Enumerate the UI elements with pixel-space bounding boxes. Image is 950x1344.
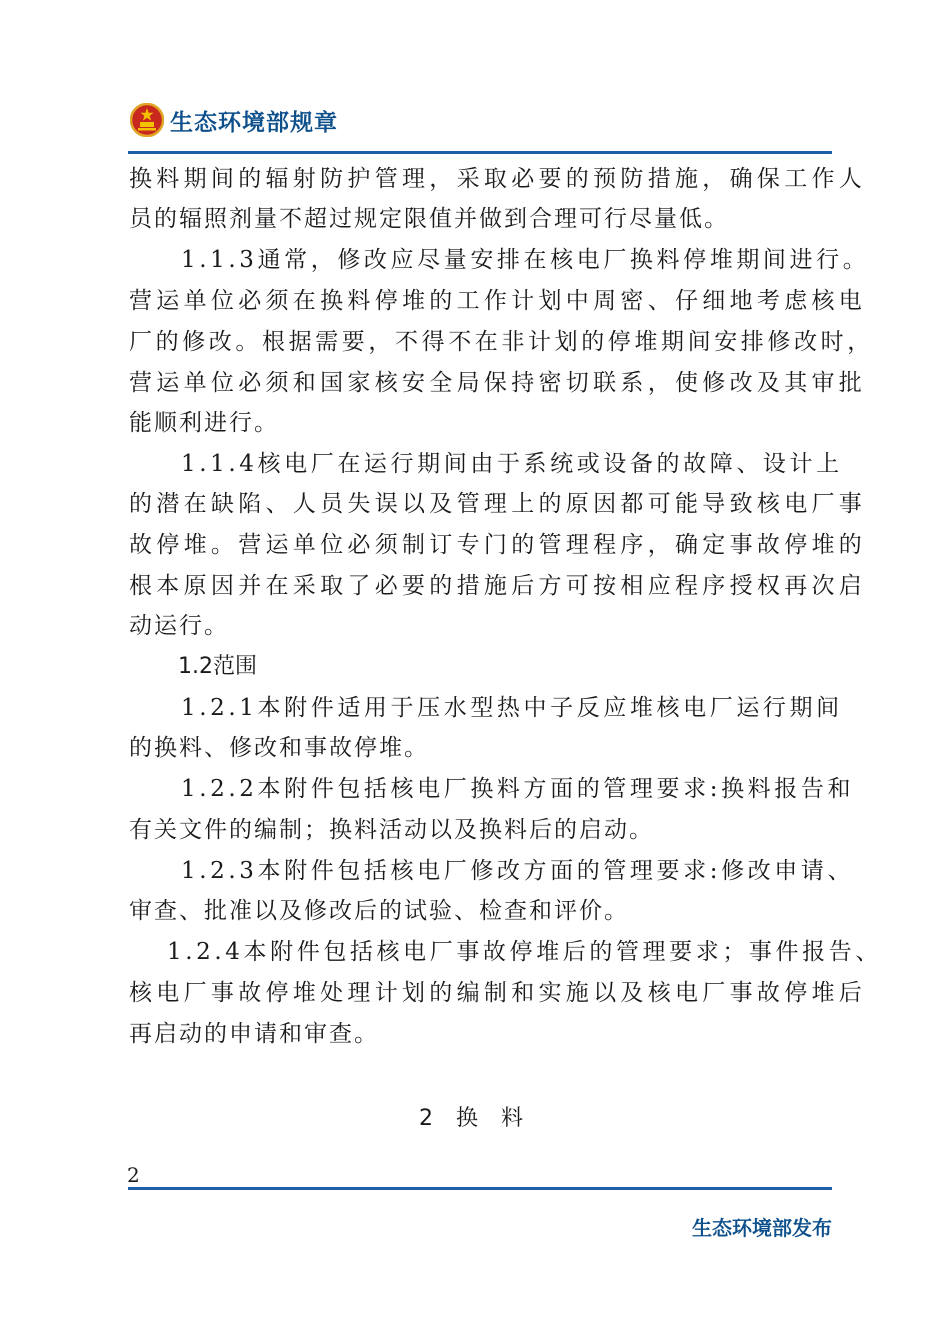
header-rule — [128, 151, 832, 154]
page-number: 2 — [127, 1163, 140, 1187]
body-line-4: 营运单位必须在换料停堆的工作计划中周密、仔细地考虑核电 — [129, 288, 867, 314]
body-line-3: 1.1.3通常，修改应尽量安排在核电厂换料停堆期间进行。 — [181, 247, 870, 273]
page-header — [130, 98, 338, 142]
body-line-5: 厂的修改。根据需要，不得不在非计划的停堆期间安排修改时， — [129, 329, 874, 355]
footer-rule — [128, 1187, 832, 1190]
body-line-7: 能顺利进行。 — [129, 410, 279, 436]
body-line-15: 1.2.2本附件包括核电厂换料方面的管理要求:换料报告和 — [181, 776, 855, 802]
body-line-14: 的换料、修改和事故停堆。 — [129, 735, 429, 761]
body-line-20: 核电厂事故停堆处理计划的编制和实施以及核电厂事故停堆后 — [129, 980, 867, 1006]
body-line-6: 营运单位必须和国家核安全局保持密切联系，使修改及其审批 — [129, 370, 867, 396]
body-line-17: 1.2.3本附件包括核电厂修改方面的管理要求:修改申请、 — [181, 858, 855, 884]
footer-publisher: 生态环境部发布 — [692, 1216, 832, 1240]
header-title: 生态环境部规章 — [170, 109, 338, 136]
body-line-11: 根本原因并在采取了必要的措施后方可按相应程序授权再次启 — [129, 573, 867, 599]
national-emblem-icon — [130, 103, 164, 137]
body-line-2: 员的辐照剂量不超过规定限值并做到合理可行尽量低。 — [129, 206, 729, 232]
body-line-18: 审查、批准以及修改后的试验、检查和评价。 — [129, 898, 629, 924]
body-line-16: 有关文件的编制；换料活动以及换料后的启动。 — [129, 817, 654, 843]
body-line-8: 1.1.4核电厂在运行期间由于系统或设备的故障、设计上 — [181, 451, 843, 477]
body-line-19: 1.2.4本附件包括核电厂事故停堆后的管理要求；事件报告、 — [167, 939, 882, 965]
body-line-1: 换料期间的辐射防护管理，采取必要的预防措施，确保工作人 — [129, 166, 867, 192]
body-line-10: 故停堆。营运单位必须制订专门的管理程序，确定事故停堆的 — [129, 532, 867, 558]
body-line-21: 再启动的申请和审查。 — [129, 1021, 379, 1047]
body-line-12: 动运行。 — [129, 613, 229, 639]
body-line-13: 1.2.1本附件适用于压水型热中子反应堆核电厂运行期间 — [181, 695, 843, 721]
subheading-scope: 1.2范围 — [178, 654, 257, 679]
section-title: 2 换 料 — [419, 1106, 531, 1131]
body-line-9: 的潜在缺陷、人员失误以及管理上的原因都可能导致核电厂事 — [129, 491, 867, 517]
